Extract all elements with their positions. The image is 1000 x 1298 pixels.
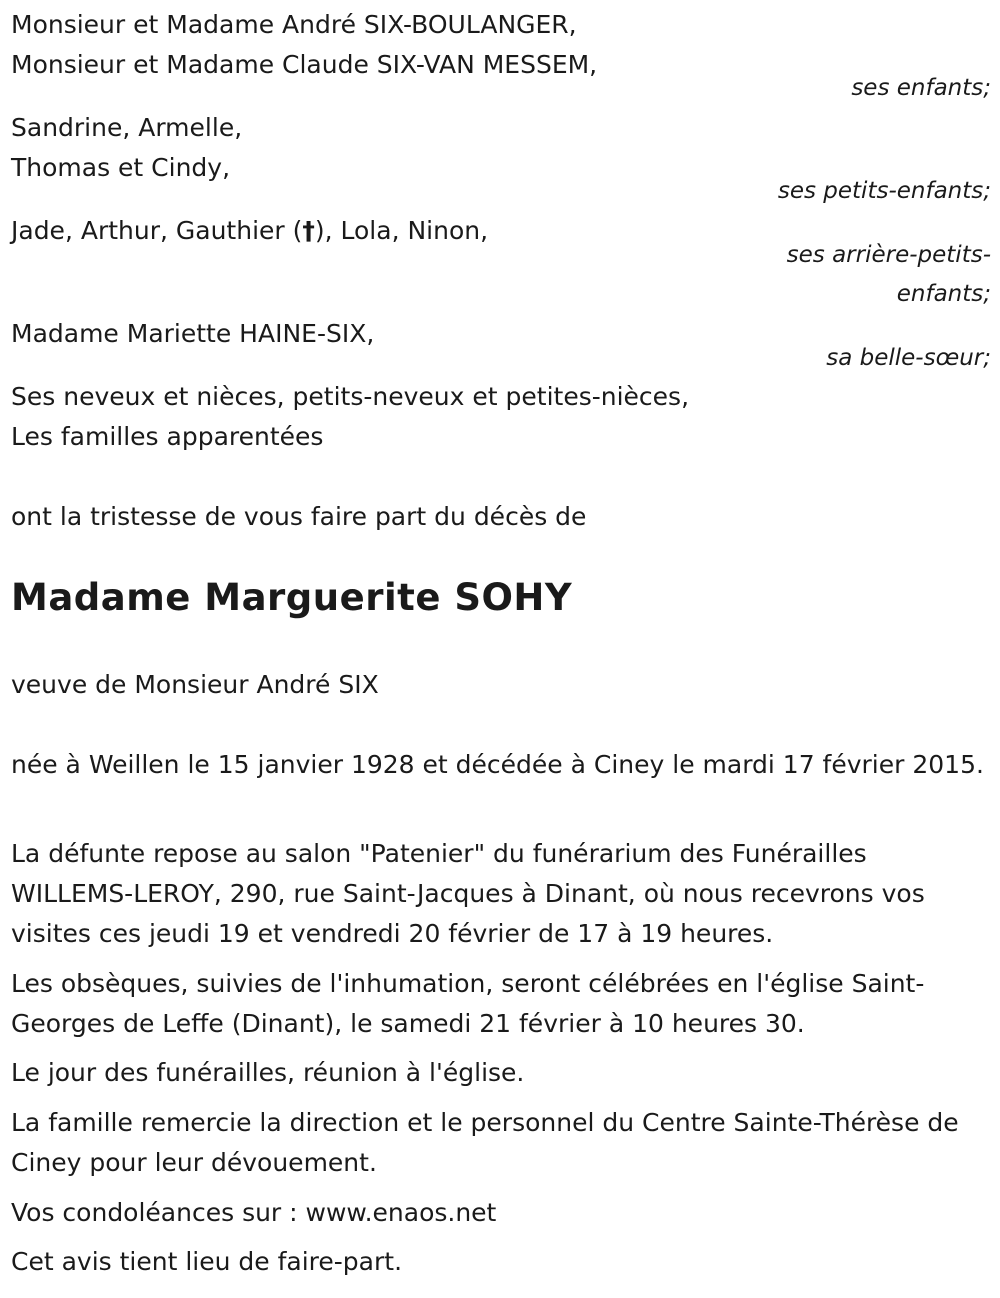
great-grandchildren-names-end: ), Lola, Ninon, [314, 216, 489, 245]
great-grandchildren-names-start: Jade, Arthur, Gauthier ( [11, 216, 303, 245]
funeral-paragraph: Les obsèques, suivies de l'inhumation, seront célébrées en l'église Saint-Georges de Leffe (Dinant), le samedi 21 février à 10 heures 30. [11, 969, 925, 1038]
sister-in-law-line: Madame Mariette HAINE-SIX, [11, 319, 375, 348]
obituary-notice [11, 0, 991, 1298]
condolences-paragraph: Vos condoléances sur : www.enaos.net [11, 1198, 497, 1227]
announcement: ont la tristesse de vous faire part du décès de [11, 502, 587, 531]
role-great-grandchildren-2: enfants; [896, 281, 991, 307]
thanks-paragraph: La famille remercie la direction et le personnel du Centre Sainte-Thérèse de Ciney pour leur dévouement. [11, 1108, 959, 1177]
notice-paragraph: Cet avis tient lieu de faire-part. [11, 1247, 403, 1276]
role-sister-in-law: sa belle-sœur; [826, 345, 991, 371]
grandchildren-line-2: Thomas et Cindy, [11, 153, 231, 182]
great-grandchildren-line [11, 211, 488, 251]
deceased-name: Madame Marguerite SOHY [11, 576, 573, 619]
relatives-line-2: Les familles apparentées [11, 422, 324, 451]
cross-icon: † [302, 216, 315, 245]
widow-of: veuve de Monsieur André SIX [11, 670, 379, 699]
children-line-2: Monsieur et Madame Claude SIX-VAN MESSEM, [11, 50, 598, 79]
grandchildren-line-1: Sandrine, Armelle, [11, 113, 243, 142]
relatives-line-1: Ses neveux et nièces, petits-neveux et petites-nièces, [11, 382, 690, 411]
birth-death-paragraph: née à Weillen le 15 janvier 1928 et décédée à Ciney le mardi 17 février 2015. [11, 750, 984, 779]
role-great-grandchildren-1: ses arrière-petits- [786, 242, 991, 268]
role-grandchildren: ses petits-enfants; [777, 178, 991, 204]
repose-paragraph: La défunte repose au salon "Patenier" du funérarium des Funérailles WILLEMS-LEROY, 290, rue Saint-Jacques à Dinant, où nous recevrons vos visites ces jeudi 19 et vendredi 20 février de 17 à 19 heures. [11, 839, 925, 948]
role-children: ses enfants; [851, 75, 991, 101]
children-line-1: Monsieur et Madame André SIX-BOULANGER, [11, 10, 577, 39]
meeting-paragraph: Le jour des funérailles, réunion à l'église. [11, 1058, 525, 1087]
